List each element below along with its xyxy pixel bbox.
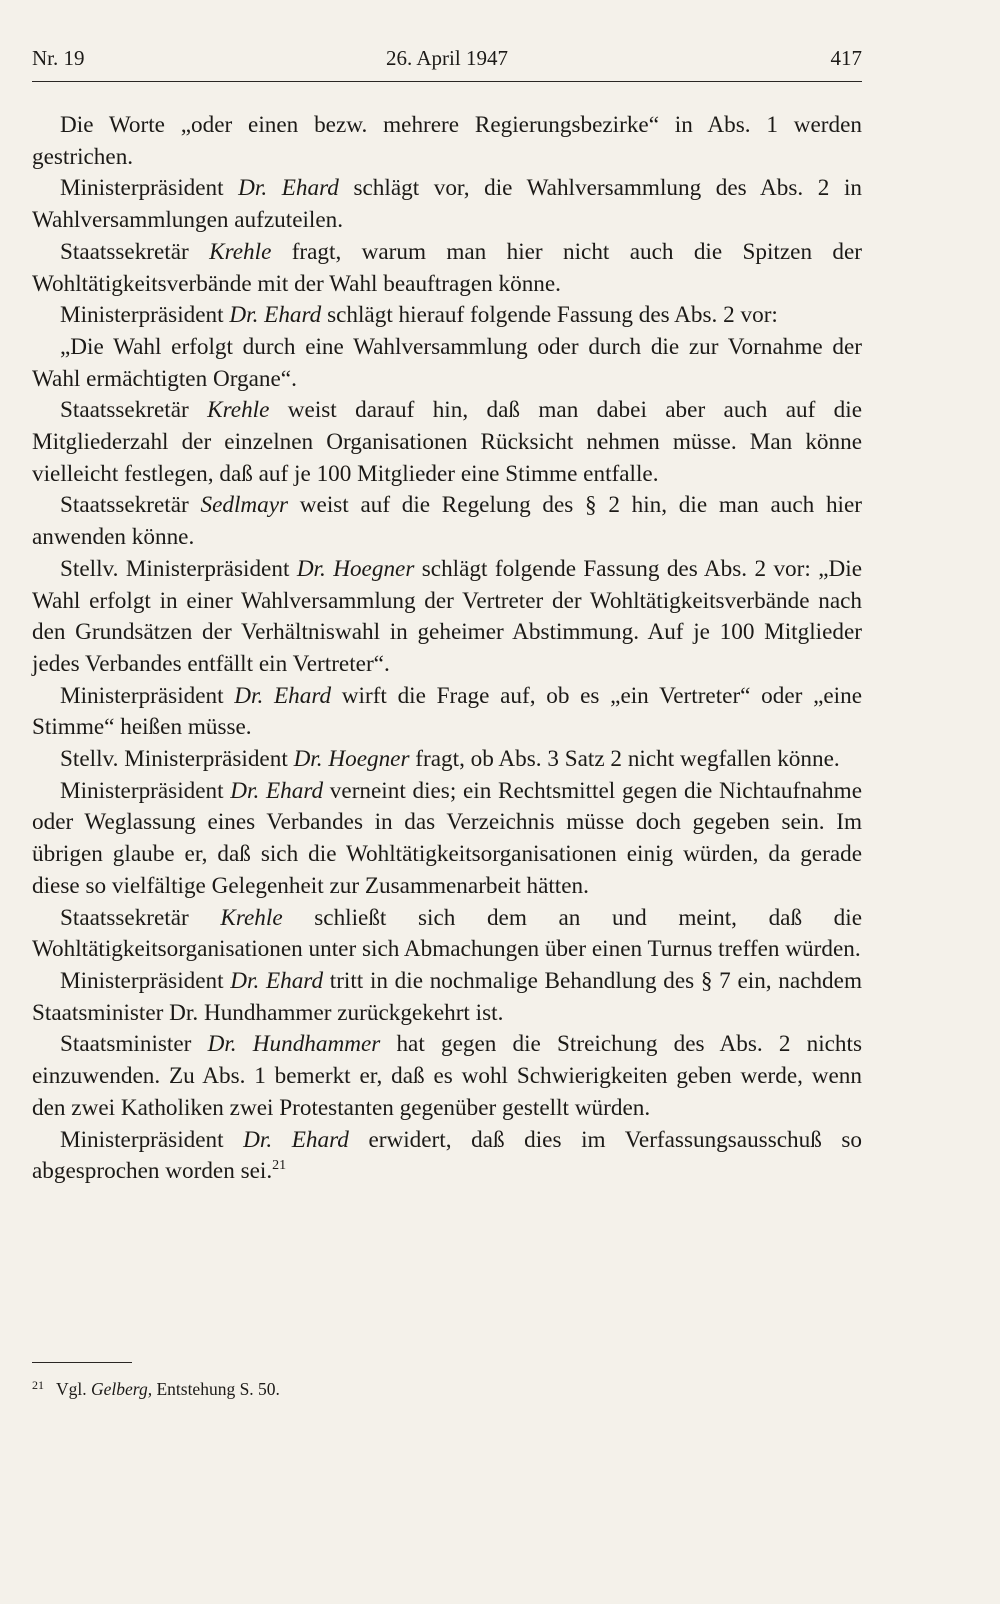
text-run: wirft die Frage auf, ob es „ein Vertreter“ oder „eine Stimme“ heißen müsse. [32,682,862,741]
paragraph [32,237,862,300]
paragraph [32,744,862,776]
text-run: Vgl. [56,1379,91,1399]
paragraph [32,395,862,490]
text-run: fragt, ob Abs. 3 Satz 2 nicht wegfallen könne. [409,746,840,773]
text-run: Ministerpräsident [60,777,231,804]
body-text [32,110,862,1188]
speaker-name: Krehle [207,397,270,424]
text-run: Stellv. Ministerpräsident [60,746,294,773]
text-run: Ministerpräsident [60,682,235,709]
issue-date: 26. April 1947 [386,46,508,70]
text-run: schlägt vor, die Wahlversammlung des Abs. 2 in Wahlversammlungen aufzuteilen. [32,175,862,234]
speaker-name: Krehle [209,238,272,265]
speaker-name: Dr. Hundhammer [207,1031,381,1058]
text-run: Staatsminister [60,1031,208,1058]
paragraph [32,173,862,236]
speaker-name: Gelberg, [91,1379,153,1399]
paragraph [32,1029,862,1124]
text-run: Stellv. Ministerpräsident [60,555,297,582]
speaker-name: Dr. Hoegner [293,746,410,773]
footnote-rule [32,1362,132,1363]
paragraph [32,903,862,966]
text-run: verneint dies; ein Rechtsmittel gegen die Nichtaufnahme oder Weglassung eines Verbandes in das Verzeichnis müsse doch gegeben sein. Im übrigen glaube er, daß sich die Wohltätigkeitsorganisationen einig würden, da gerade diese so vielfältige Gelegenheit zur Zusammenarbeit hätten. [32,777,862,899]
text-run: schlägt hierauf folgende Fassung des Abs. 2 vor: [321,302,778,329]
paragraph [32,776,862,903]
speaker-name: Dr. Ehard [229,302,322,329]
text-run: Staatssekretär [60,904,221,931]
text-run: Staatssekretär [60,397,208,424]
text-run: weist auf die Regelung des § 2 hin, die man auch hier anwenden könne. [32,492,862,551]
footnote [32,1373,862,1401]
text-run: Ministerpräsident [60,967,231,994]
paragraph [32,332,862,395]
speaker-name: Dr. Ehard [243,1126,349,1153]
text-run: Entstehung S. 50. [152,1379,280,1399]
page-number: 417 [830,46,862,70]
speaker-name: Dr. Ehard [238,175,339,202]
speaker-name: Sedlmayr [200,492,289,519]
text-run: schließt sich dem an und meint, daß die Wohltätigkeitsorganisationen unter sich Abmachungen über einen Turnus treffen würden. [32,904,862,963]
speaker-name: Dr. Ehard [230,967,324,994]
paragraph [32,966,862,1029]
text-run: Ministerpräsident [60,175,239,202]
text-run: Ministerpräsident [60,302,230,329]
text-run: fragt, warum man hier nicht auch die Spitzen der Wohltätigkeitsverbände mit der Wahl beauftragen könne. [32,238,862,297]
text-run: „Die Wahl erfolgt durch eine Wahlversammlung oder durch die zur Vornahme der Wahl ermächtigten Organe“. [32,333,862,392]
paragraph [32,110,862,173]
header-rule [32,81,862,82]
text-run: Staatssekretär [60,492,201,519]
paragraph [32,554,862,681]
text-run: Die Worte „oder einen bezw. mehrere Regierungsbezirke“ in Abs. 1 werden gestrichen. [32,112,862,170]
speaker-name: Dr. Ehard [230,777,324,804]
paragraph [32,490,862,553]
speaker-name: Krehle [220,904,283,931]
text-run: erwidert, daß dies im Verfassungsausschuß so abgesprochen worden sei. [32,1126,862,1185]
paragraph [32,1125,862,1188]
page-header [32,46,862,80]
text-run: Staatssekretär [60,238,210,265]
speaker-name: Dr. Ehard [234,682,332,709]
text-run: hat gegen die Streichung des Abs. 2 nichts einzuwenden. Zu Abs. 1 bemerkt er, daß es wohl Schwierigkeiten geben werde, wenn den zwei Katholiken zwei Protestanten gegenüber gestellt würden. [32,1031,862,1121]
speaker-name: Dr. Hoegner [296,555,415,582]
paragraph [32,681,862,744]
text-run: weist darauf hin, daß man dabei aber auch auf die Mitgliederzahl der einzelnen Organisationen Rücksicht nehmen müsse. Man könne vielleicht festlegen, daß auf je 100 Mitglieder eine Stimme entfalle. [32,397,863,487]
paragraph [32,300,862,332]
text-run: tritt in die nochmalige Behandlung des § 7 ein, nachdem Staatsminister Dr. Hundhammer zurückgekehrt ist. [32,967,862,1026]
footnote-number: 21 [32,1378,44,1392]
text-run: schlägt folgende Fassung des Abs. 2 vor: „Die Wahl erfolgt in einer Wahlversammlung der Vertreter der Wohltätigkeitsverbände nach den Grundsätzen der Verhältniswahl in geheimer Abstimmung. Auf je 100 Mitglieder jedes Verbandes entfällt ein Vertreter“. [32,555,862,677]
issue-number: Nr. 19 [32,46,85,70]
footnote-reference: 21 [272,1158,287,1174]
text-run: Ministerpräsident [60,1126,244,1153]
